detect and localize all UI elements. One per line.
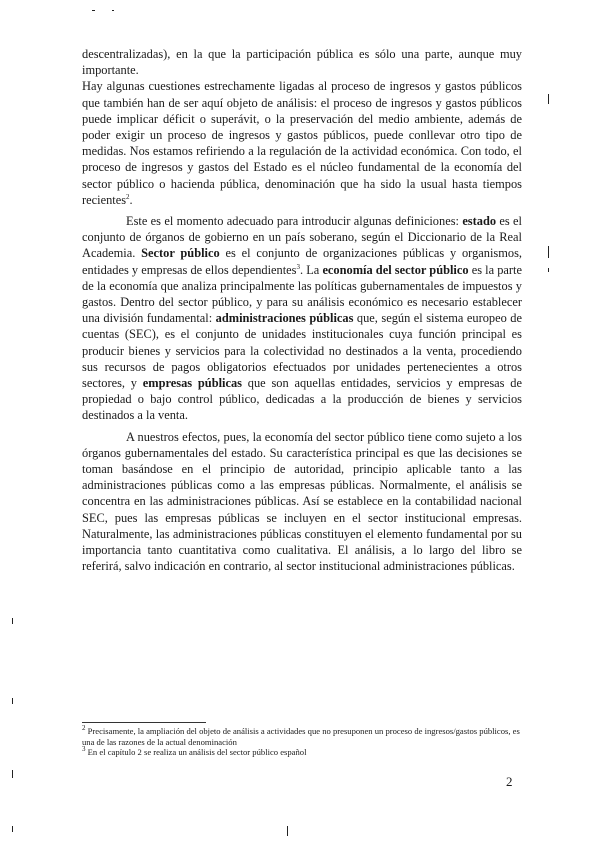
term-estado: estado (462, 214, 497, 229)
scan-speck (12, 826, 13, 832)
paragraph-text: . La (300, 262, 323, 277)
paragraph-processes (82, 78, 522, 208)
scan-speck (12, 698, 13, 704)
paragraph-text: descentralizadas), en la que la participación pública es sólo una parte, aunque muy importante. (82, 47, 522, 78)
footnote-text: Precisamente, la ampliación del objeto de análisis a actividades que no presuponen un proceso de ingresos/gastos públicos, es una de las razones de la actual denominación (82, 726, 520, 747)
body-text (82, 46, 522, 575)
scan-speck (112, 10, 114, 11)
footnote-marker: 2 (82, 724, 86, 733)
footnote-2 (82, 726, 522, 747)
paragraph-text: Este es el momento adecuado para introducir algunas definiciones: (126, 214, 463, 229)
scan-speck (548, 94, 549, 104)
paragraph-definitions (82, 213, 522, 424)
footnote-text: En el capítulo 2 se realiza un análisis del sector público español (85, 747, 307, 757)
scan-speck (548, 268, 549, 272)
scan-speck (92, 10, 95, 11)
footnote-3 (82, 747, 522, 758)
footnotes (82, 726, 522, 758)
paragraph-text: que, según el sistema europeo de cuentas (SEC), es el conjunto de unidades institucionales cuya función principal es producir bienes y servicios para la colectividad no destinados a la venta, procediendo sus recursos de pagos obligatorios efectuados por unidades pertenecientes a otros sectores, y (82, 311, 522, 391)
scan-speck (287, 826, 288, 836)
term-empresas-publicas: empresas públicas (142, 376, 242, 391)
paragraph-text: es la parte de la economía que analiza principalmente las políticas gubernamentales de impuestos y gastos. Dentro del sector público, y para su análisis económico es necesario establecer una división fundamental: (82, 262, 522, 326)
paragraph-text: es el conjunto de órganos de gobierno en un país soberano, según el Diccionario de la Real Academia. (82, 214, 522, 261)
term-sector-publico: Sector público (141, 246, 220, 261)
term-administraciones-publicas: administraciones públicas (215, 311, 354, 326)
footnote-reference: 3 (296, 262, 301, 271)
paragraph-text: Hay algunas cuestiones estrechamente ligadas al proceso de ingresos y gastos públicos que también han de ser aquí objeto de análisis: el proceso de ingresos y gastos públicos puede implicar déficit o superávit, o la preservación del medio ambiente, además de poder exigir un proceso de ingresos y gastos públicos, puede conllevar otro tipo de medidas. Nos estamos refiriendo a la regulación de la actividad económica. Con todo, el proceso de ingresos y gastos del Estado es el núcleo fundamental de la economía del sector público o hacienda pública, denominación que ha sido la usual hasta tiempos recientes (82, 79, 522, 207)
paragraph-effects (82, 429, 522, 575)
scan-speck (12, 618, 13, 624)
footnote-separator (82, 722, 206, 723)
paragraph-text: que son aquellas entidades, servicios y empresas de propiedad o bajo control público, dedicadas a la producción de bienes y servicios destinados a la venta. (82, 376, 522, 423)
footnote-marker: 3 (82, 745, 86, 754)
footnote-reference: 2 (126, 192, 130, 201)
term-economia-sector-publico: economía del sector público (322, 262, 469, 277)
paragraph-text: . (129, 192, 133, 207)
scan-speck (548, 246, 549, 258)
scan-speck (12, 770, 13, 778)
paragraph-continuation (82, 46, 522, 78)
paragraph-text: A nuestros efectos, pues, la economía del sector público tiene como sujeto a los órganos gubernamentales del estado. Su característica principal es que las decisiones se toman basándose en el principio de autoridad, principio aplicable tanto a las administraciones públicas como a las empresas públicas. Normalmente, el análisis se concentra en las administraciones públicas. Así se establece en la contabilidad nacional SEC, pues las empresas públicas se incluyen en el sector institucional empresas. Naturalmente, las administraciones públicas constituyen el elemento fundamental por su importancia tanto cuantitativa como cualitativa. El análisis, a lo largo del libro se referirá, salvo indicación en contrario, al sector institucional administraciones públicas. (82, 429, 522, 574)
page-number: 2 (506, 774, 513, 789)
paragraph-text: es el conjunto de organizaciones públicas y organismos, entidades y empresas de ellos dependientes (82, 246, 522, 277)
